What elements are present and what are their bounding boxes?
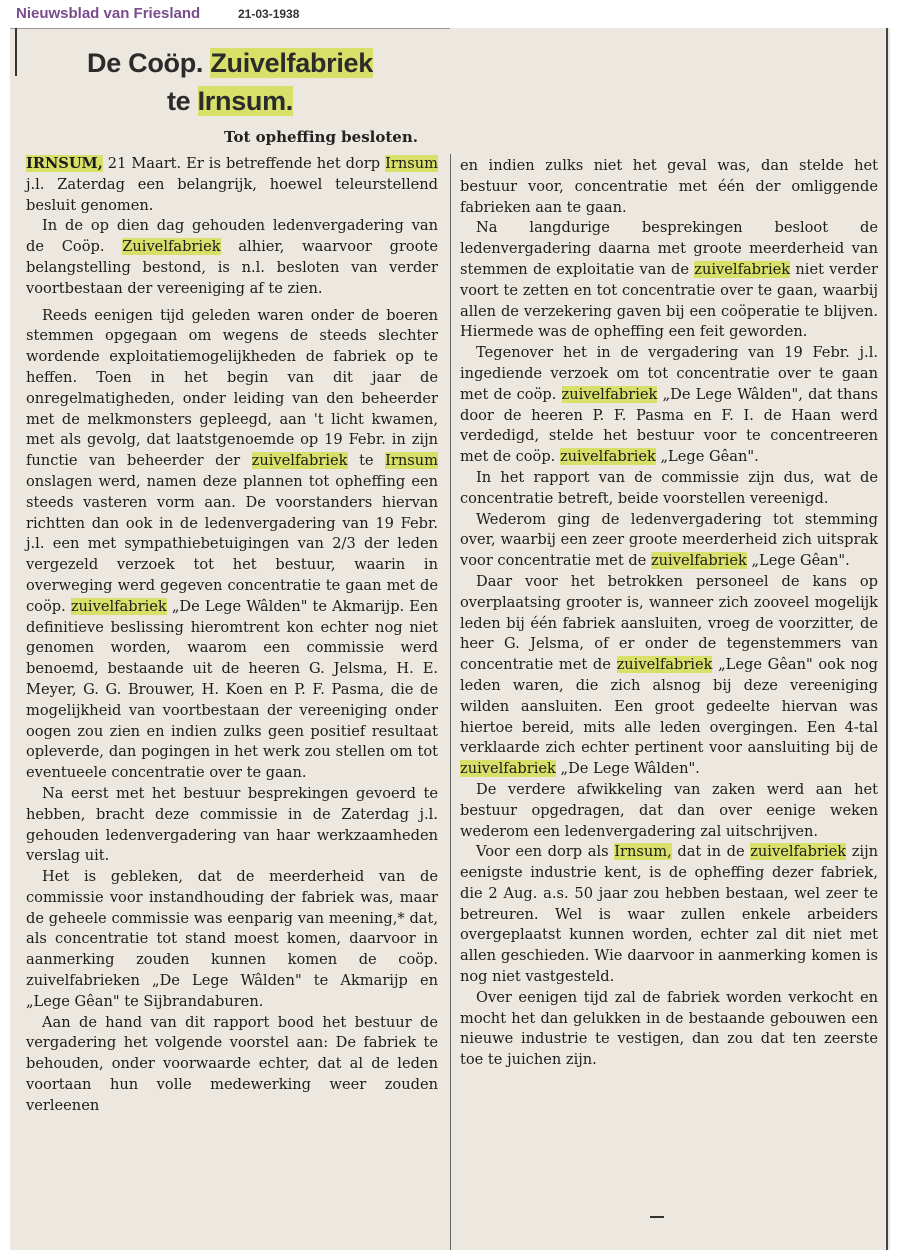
paragraph: De verdere afwikkeling van zaken werd aan het bestuur opgedragen, dat dan over eenige weken wederom een ledenvergadering zal uitschrijven. [460, 780, 878, 840]
paragraph: Aan de hand van dit rapport bood het bestuur de vergadering het volgende voorstel aan: De fabriek te behouden, onder voorwaarde echter, dat al de leden voortaan hun volle medewerking weer zouden verleenen [26, 1013, 438, 1114]
paragraph: In het rapport van de commissie zijn dus, wat de concentratie betreft, beide voorstellen vereenigd. [460, 468, 878, 507]
title-highlight: Zuivelfabriek [210, 48, 373, 78]
paragraph: Voor een dorp als Irnsum, dat in de zuivelfabriek zijn eenigste industrie kent, is de opheffing dezer fabriek, die 2 Aug. a.s. 50 jaar zou hebben bestaan, wel zeer te betreuren. Wel is waar zullen enkele arbeiders overgeplaatst kunnen worden, echter zal dit niet met allen geschieden. Wie daarvoor in aanmerking komen is nog niet vastgesteld. [460, 843, 879, 986]
paragraph: In de op dien dag gehouden ledenvergadering van de Coöp. Zuivelfabriek alhier, waarvoor groote belangstelling bestond, is n.l. besloten van verder voortbestaan der vereeniging af te zien. [26, 217, 438, 297]
article-title [10, 44, 450, 120]
publication-date: 21-03-1938 [238, 7, 300, 21]
paragraph: Na eerst met het bestuur besprekingen gevoerd te hebben, bracht deze commissie in de Zaterdag j.l. gehouden ledenvergadering van haar werkzaamheden verslag uit. [26, 784, 438, 865]
highlight: zuivelfabriek [251, 452, 348, 470]
highlight: zuivelfabriek [559, 448, 656, 466]
highlight: zuivelfabriek [70, 597, 167, 615]
title-line-2: te Irnsum. [166, 86, 294, 116]
highlight: zuivelfabriek [460, 760, 556, 778]
paragraph: Daar voor het betrokken personeel de kans op overplaatsing grooter is, wanneer zich zooveel mogelijk leden bij één fabriek aansluiten, vroeg de voorzitter, de heer G. Jelsma, of er onder de tegenstemmers van concentratie met de zuivelfabriek „Lege Gêan" ook nog leden waren, die zich alsnog bij deze vereeniging wilden aansluiten. Een groot gedeelte hiervan was hiertoe bereid, mits alle leden overgingen. Een 4-tal verklaarde zich echter pertinent voor aansluiting bij de zuivelfabriek „De Lege Wâlden". [460, 572, 878, 778]
highlight: zuivelfabriek [694, 260, 791, 278]
left-column [26, 154, 438, 1117]
highlight: zuivelfabriek [616, 656, 713, 674]
article-subtitle: Tot opheffing besloten. [224, 128, 418, 146]
paragraph: Over eenigen tijd zal de fabriek worden verkocht en mocht het dan gelukken in de bestaande gebouwen een nieuwe industrie te vestigen, dan zou dat ten zeerste toe te juichen zijn. [460, 988, 878, 1069]
right-column [460, 156, 878, 1071]
title-highlight: Irnsum. [197, 86, 294, 116]
page-header [0, 0, 900, 28]
highlight: zuivelfabriek [750, 843, 847, 861]
paragraph: Reeds eenigen tijd geleden waren onder de boeren stemmen opgegaan om wegens de steeds slechter wordende exploitatiemogelijkheden de fabriek op te heffen. Toen in het begin van dit jaar de onregelmatigheden, onder leiding van den beheerder met de melkmonsters gepleegd, aan 't licht kwamen, met als gevolg, dat laatstgenoemde op 19 Febr. in zijn functie van beheerder der zuivelfabriek te Irnsum onslagen werd, namen deze plannen tot opheffing een steeds vasteren vorm aan. De voorstanders hiervan richtten dan ook in de ledenvergadering van 19 Febr. j.l. een met sympathiebetuigingen van 2/3 der leden vergezeld verzoek tot het bestuur, waarin in overweging werd gegeven concentratie te gaan met de coöp. zuivelfabriek „De Lege Wâlden" te Akmarijp. Een definitieve beslissing hieromtrent kon echter nog niet genomen worden, waarom een commissie werd benoemd, bestaande uit de heeren G. Jelsma, H. E. Meyer, G. G. Brouwer, H. Koen en P. F. Pasma, die de mogelijkheid van voortbestaan der vereeniging onder oogen zou zien en indien zulks geen positief resultaat opleverde, dan pogingen in het werk zou stellen om tot eventueele concentratie over te gaan. [26, 306, 438, 782]
paragraph: Het is gebleken, dat de meerderheid van de commissie voor instandhouding der fabriek was, maar de geheele commissie was eenparig van meening,* dat, als concentratie tot stand moest komen, daarvoor in aanmerking zouden kunnen komen de coöp. zuivelfabrieken „De Lege Wâlden" te Akmarijp en „Lege Gêan" te Sijbrandaburen. [26, 868, 438, 1010]
paragraph: en indien zulks niet het geval was, dan stelde het bestuur voor, concentratie met één der omliggende fabrieken aan te gaan. [460, 157, 878, 216]
paragraph: Tegenover het in de vergadering van 19 Febr. j.l. ingediende verzoek om tot concentratie over te gaan met de coöp. zuivelfabriek „De Lege Wâlden", dat thans door de heeren P. F. Pasma en F. I. de Haan werd verdedigd, stelde het bestuur voor te concentreeren met de coöp. zuivelfabriek „Lege Gêan". [460, 344, 878, 466]
paragraph: Na langdurige besprekingen besloot de ledenvergadering daarna met groote meerderheid van stemmen de exploitatie van de zuivelfabriek niet verder voort te zetten en tot concentratie over te gaan, waarbij allen de verzekering gaven bij een coöperatie te blijven. Hiermede was de opheffing een feit geworden. [460, 219, 878, 341]
end-mark [650, 1216, 664, 1218]
right-rule [886, 28, 888, 1250]
paragraph: Wederom ging de ledenvergadering tot stemming over, waarbij een zeer groote meerderheid zich uitsprak voor concentratie met de zuivelfabriek „Lege Gêan". [460, 510, 878, 570]
highlight: Zuivelfabriek [122, 238, 221, 256]
paragraph: IRNSUM, 21 Maart. Er is betreffende het dorp Irnsum j.l. Zaterdag een belangrijk, hoewel teleurstellend besluit genomen. [26, 155, 438, 214]
highlight: Irnsum, [614, 843, 672, 861]
highlight: zuivelfabriek [561, 385, 658, 403]
newspaper-clipping [10, 28, 890, 1250]
highlight: Irnsum [385, 452, 438, 470]
column-divider [450, 154, 451, 1250]
top-rule [10, 28, 450, 29]
title-line-1: De Coöp. Zuivelfabriek [87, 48, 373, 78]
highlight: zuivelfabriek [650, 552, 747, 570]
highlight: Irnsum [385, 155, 438, 172]
dateline-place: IRNSUM, [26, 155, 103, 172]
newspaper-name: Nieuwsblad van Friesland [16, 5, 201, 22]
